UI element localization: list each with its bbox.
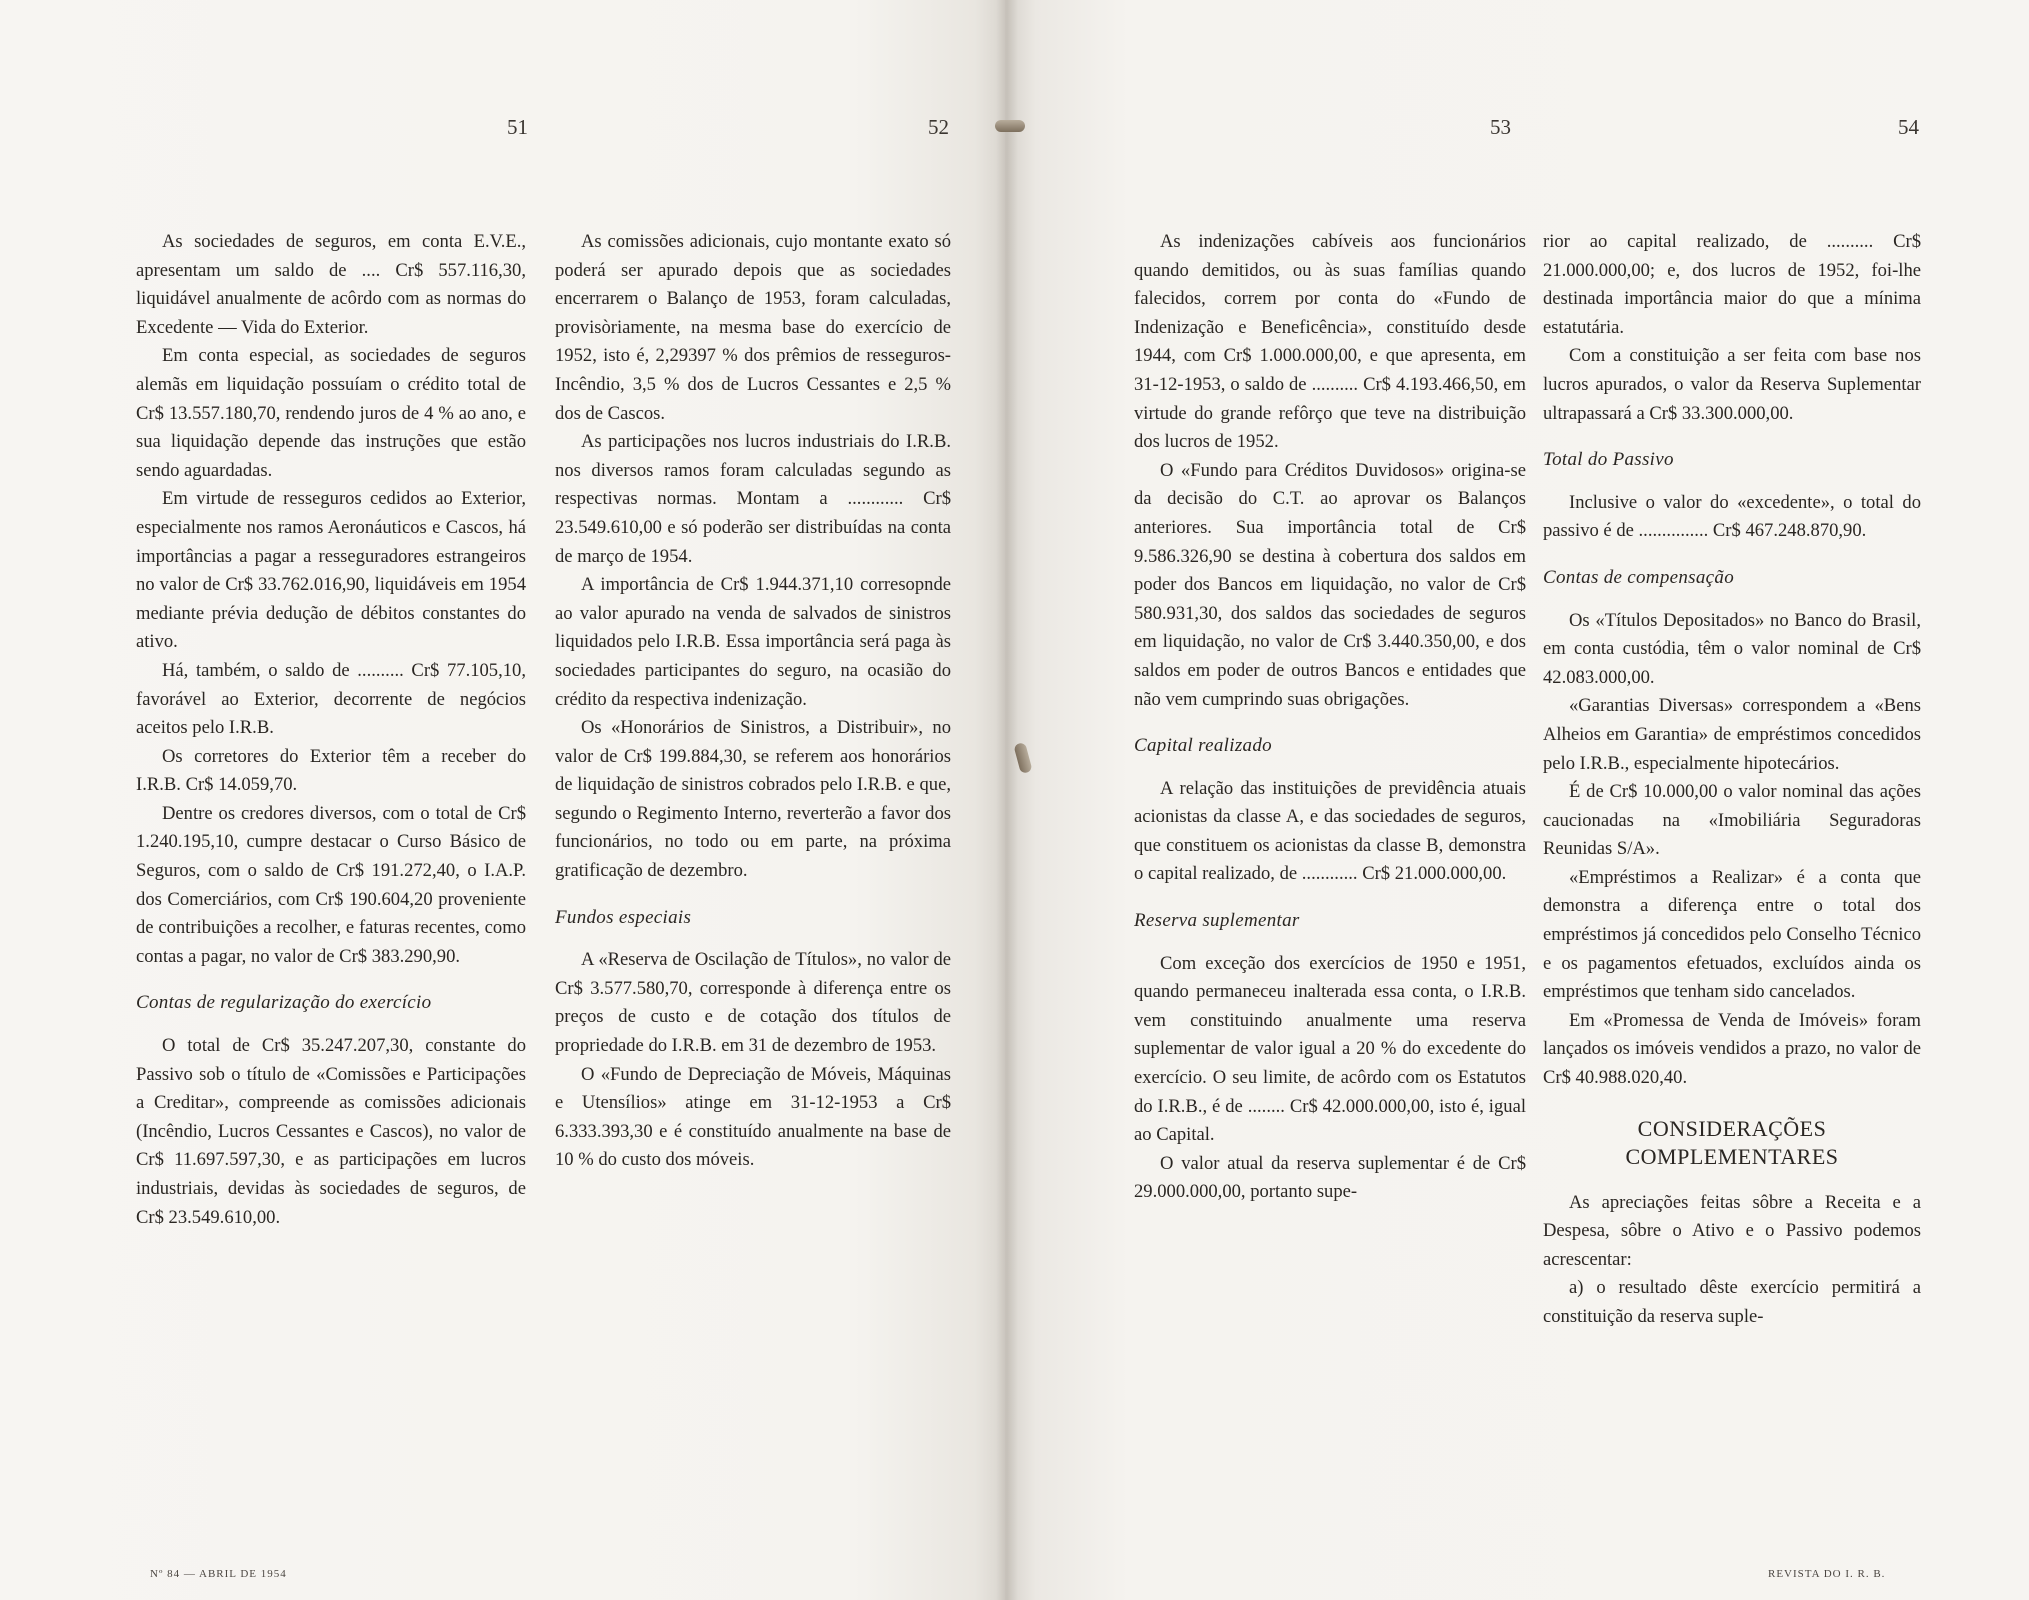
paragraph: Dentre os credores diversos, com o total de Cr$ 1.240.195,10, cumpre destacar o Curso Básico de Seguros, com o saldo de Cr$ 191.272,40, o I.A.P. dos Comerciários, com Cr$ 190.604,20 proveniente de contribuições a recolher, e faturas recentes, como contas a pagar, no valor de Cr$ 383.290,90. (136, 802, 526, 967)
column-page-52 (555, 228, 951, 1175)
paragraph: Em virtude de resseguros cedidos ao Exterior, especialmente nos ramos Aeronáuticos e Cascos, há importâncias a pagar a resseguradores estrangeiros no valor de Cr$ 33.762.016,90, liquidáveis em 1954 mediante prévia dedução de débitos constantes do ativo. (136, 488, 526, 653)
paragraph: O «Fundo de Depreciação de Móveis, Máquinas e Utensílios» atinge em 31-12-1953 a Cr$ 6.333.393,30 e é constituído anualmente na base de 10 % do custo dos móveis. (555, 1063, 951, 1171)
paragraph: Inclusive o valor do «excedente», o total do passivo é de ............... Cr$ 467.248.870,90. (1543, 491, 1921, 542)
page-number-52: 52 (928, 115, 949, 139)
paragraph: Em conta especial, as sociedades de seguros alemãs em liquidação possuíam o crédito total de Cr$ 13.557.180,70, rendendo juros de 4 % ao ano, e sua liquidação depende das instruções que estão sendo aguardadas. (136, 345, 526, 481)
paragraph: O valor atual da reserva suplementar é de Cr$ 29.000.000,00, portanto supe- (1134, 1152, 1526, 1203)
paragraph: Os corretores do Exterior têm a receber do I.R.B. Cr$ 14.059,70. (136, 745, 526, 796)
paragraph: A «Reserva de Oscilação de Títulos», no valor de Cr$ 3.577.580,70, corresponde à diferença entre os preços de custo e de cotação dos títulos de propriedade do I.R.B. em 31 de dezembro de 1953. (555, 949, 951, 1057)
paragraph: a) o resultado dêste exercício permitirá a constituição da reserva suple- (1543, 1277, 1921, 1327)
paragraph: Há, também, o saldo de .......... Cr$ 77.105,10, favorável ao Exterior, decorrente de negócios aceitos pelo I.R.B. (136, 659, 526, 739)
paragraph: As apreciações feitas sôbre a Receita e a Despesa, sôbre o Ativo e o Passivo podemos acrescentar: (1543, 1191, 1921, 1270)
column-page-54 (1543, 228, 1921, 1332)
paragraph: Com exceção dos exercícios de 1950 e 1951, quando permaneceu inalterada essa conta, o I.R.B. vem constituindo anualmente uma reserva suplementar de valor igual a 20 % do excedente do exercício. O seu limite, de acôrdo com os Estatutos do I.R.B., é de ........ Cr$ 42.000.000,00, isto é, igual ao Capital. (1134, 952, 1526, 1146)
paragraph: «Garantias Diversas» correspondem a «Bens Alheios em Garantia» de empréstimos concedidos pelo I.R.B., especialmente hipotecários. (1543, 695, 1921, 774)
staple-top (995, 120, 1025, 132)
section-heading: Contas de regularização do exercício (136, 992, 432, 1014)
section-title-line-1: CONSIDERAÇÕES (1637, 1115, 1827, 1141)
paragraph: Os «Honorários de Sinistros, a Distribuir», no valor de Cr$ 199.884,30, se referem aos honorários de liquidação de sinistros cobrados pelo I.R.B. e que, segundo o Regimento Interno, reverterão a favor dos funcionários, no todo ou em parte, na próxima gratificação de dezembro. (555, 717, 951, 882)
paragraph: Em «Promessa de Venda de Imóveis» foram lançados os imóveis vendidos a prazo, no valor de Cr$ 40.988.020,40. (1543, 1009, 1921, 1089)
paragraph: É de Cr$ 10.000,00 o valor nominal das ações caucionadas na «Imobiliária Seguradoras Reunidas S/A». (1543, 781, 1921, 860)
paragraph: Os «Títulos Depositados» no Banco do Brasil, em conta custódia, têm o valor nominal de Cr$ 42.083.000,00. (1543, 609, 1921, 688)
paragraph: A relação das instituições de previdência atuais acionistas da classe A, e das sociedades de seguros, que constituem os acionistas da classe B, demonstra o capital realizado, de ............ Cr$ 21.000.000,00. (1134, 777, 1526, 885)
paragraph: As comissões adicionais, cujo montante exato só poderá ser apurado depois que as sociedades encerrarem o Balanço de 1953, foram calculadas, provisòriamente, na mesma base do exercício de 1952, isto é, 2,29397 % dos prêmios de resseguros-Incêndio, 3,5 % dos de Lucros Cessantes e 2,5 % dos de Cascos. (555, 231, 951, 424)
section-title-line-2: COMPLEMENTARES (1625, 1143, 1839, 1169)
paragraph: As sociedades de seguros, em conta E.V.E., apresentam um saldo de .... Cr$ 557.116,30, liquidável anualmente de acôrdo com as normas do Excedente — Vida do Exterior. (136, 231, 526, 338)
paragraph: O total de Cr$ 35.247.207,30, constante do Passivo sob o título de «Comissões e Participações a Creditar», compreende as comissões adicionais (Incêndio, Lucros Cessantes e Cascos), no valor de Cr$ 11.697.597,30, e as participações em lucros industriais, devidas às sociedades de seguros, de Cr$ 23.549.610,00. (136, 1035, 526, 1228)
paragraph: As participações nos lucros industriais do I.R.B. nos diversos ramos foram calculadas segundo as respectivas normas. Montam a ............ Cr$ 23.549.610,00 e só poderão ser distribuídas na conta de março de 1954. (555, 431, 951, 567)
paragraph: rior ao capital realizado, de .......... Cr$ 21.000.000,00; e, dos lucros de 1952, foi-lhe destinada importância maior do que a mínima estatutária. (1543, 231, 1921, 338)
section-heading: Contas de compensação (1543, 566, 1734, 588)
paragraph: A importância de Cr$ 1.944.371,10 corresopnde ao valor apurado na venda de salvados de sinistros liquidados pelo I.R.B. Essa importância será paga às sociedades participantes do seguro, na ocasião do crédito da respectiva indenização. (555, 574, 951, 710)
section-heading: Capital realizado (1134, 735, 1272, 757)
section-heading: Reserva suplementar (1134, 910, 1300, 932)
section-title (1543, 1115, 1921, 1171)
section-heading: Fundos especiais (555, 906, 692, 928)
page-number-51: 51 (507, 115, 528, 139)
column-page-51 (136, 228, 526, 1232)
page-number-53: 53 (1490, 115, 1511, 139)
column-page-53 (1134, 228, 1526, 1207)
paragraph: «Empréstimos a Realizar» é a conta que demonstra a diferença entre o total dos empréstimos já concedidos pelo Conselho Técnico e os pagamentos efetuados, excluídos ainda os empréstimos que tenham sido cancelados. (1543, 866, 1921, 1003)
section-heading: Total do Passivo (1543, 449, 1674, 471)
footer-journal: REVISTA DO I. R. B. (1768, 1568, 1886, 1580)
paragraph: As indenizações cabíveis aos funcionários quando demitidos, ou às suas famílias quando falecidos, correm por conta do «Fundo de Indenização e Beneficência», constituído desde 1944, com Cr$ 1.000.000,00, e que apresenta, em 31-12-1953, o saldo de .......... Cr$ 4.193.466,50, em virtude do grande refôrço que teve na distribuição dos lucros de 1952. (1134, 231, 1526, 453)
page-number-54: 54 (1898, 115, 1919, 139)
footer-issue: Nº 84 — ABRIL DE 1954 (150, 1568, 287, 1580)
paragraph: Com a constituição a ser feita com base nos lucros apurados, o valor da Reserva Suplementar ultrapassará a Cr$ 33.300.000,00. (1543, 345, 1921, 424)
paragraph: O «Fundo para Créditos Duvidosos» origina-se da decisão do C.T. ao aprovar os Balanços anteriores. Sua importância total de Cr$ 9.586.326,90 se destina à cobertura dos saldos em poder dos Bancos em liquidação, no valor de Cr$ 580.931,30, dos saldos das sociedades de seguros em liquidação, no valor de Cr$ 3.440.350,00, e dos saldos em poder de outros Bancos e entidades que não vem cumprindo suas obrigações. (1134, 459, 1526, 710)
binding-gutter (996, 0, 1018, 1600)
